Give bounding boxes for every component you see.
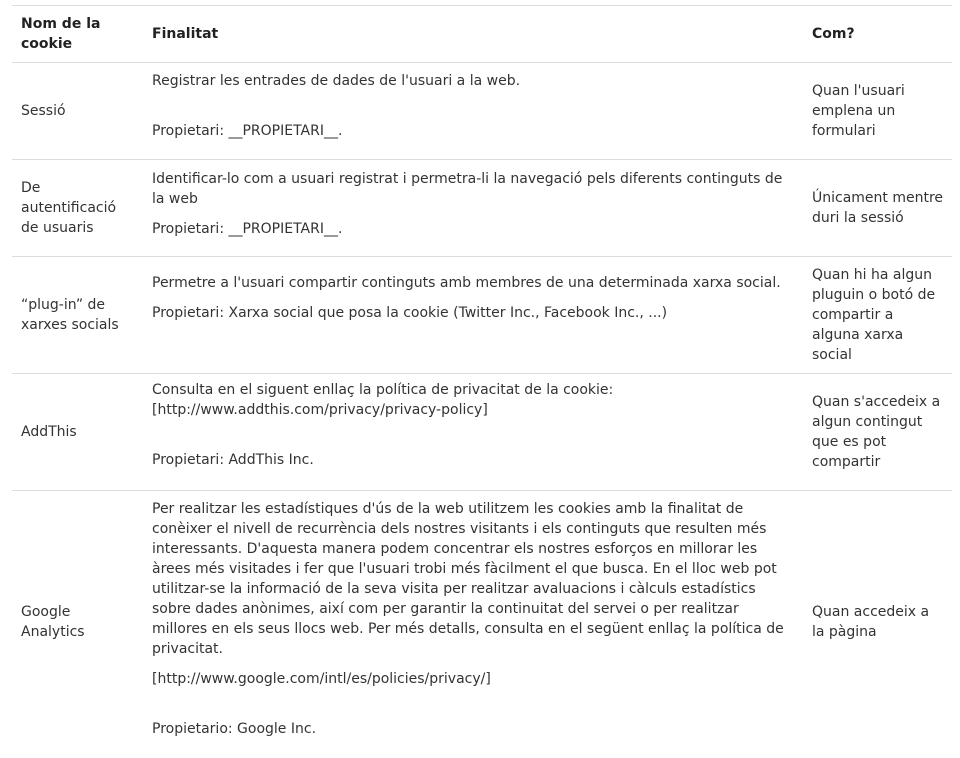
purpose-text: Registrar les entrades de dades de l'usuari a la web. [152,73,521,89]
cookie-how: Quan s'accedeix a algun contingut que es pot compartir [812,394,941,470]
cookie-name: De autentificació de usuaris [21,180,117,236]
cookie-name: Google Analytics [21,603,85,640]
cookie-how: Quan l'usuari emplena un formulari [812,83,905,139]
cookie-purpose [143,257,803,374]
purpose-text: Permetre a l'usuari compartir continguts amb membres de una determinada xarxa social. [152,275,781,291]
cookie-purpose [143,491,803,753]
cookie-name: Sessió [21,103,66,119]
table-row [12,63,952,160]
header-purpose: Finalitat [152,26,219,42]
cookie-purpose [143,160,803,257]
policy-link: [http://www.google.com/intl/es/policies/privacy/] [152,671,491,687]
cookie-how: Quan accedeix a la pàgina [812,603,930,640]
cookie-owner: Propietari: AddThis Inc. [152,452,314,468]
header-how: Com? [812,26,855,42]
cookie-name: AddThis [21,424,77,440]
cookie-owner: Propietario: Google Inc. [152,721,317,737]
table-row [12,160,952,257]
purpose-text: Per realitzar les estadístiques d'ús de la web utilitzem les cookies amb la finalitat de conèixer el nivell de recurrència dels nostres visitants i els continguts que resulten més interessants. D'aquesta manera podem concentrar els nostres esforços en millorar les àrees més visitades i fer que l'usuari trobi més fàcilment el que busca. En el lloc web pot utilitzar-se la informació de la seva visita per realitzar avaluacions i càlculs estadístics sobre dades anònimes, així com per garantir la continuitat del servei o per realitzar millores en els seus llocs web. Per més detalls, consulta en el següent enllaç la política de privacitat. [152,501,784,657]
purpose-text: Identificar-lo com a usuari registrat i permetra-li la navegació pels diferents continguts de la web [152,171,783,207]
table-row [12,491,952,753]
cookie-purpose [143,63,803,160]
table-header-row [12,6,952,63]
cookie-owner: Propietari: __PROPIETARI__. [152,123,343,139]
header-cookie-name: Nom de la cookie [21,16,101,52]
table-row [12,257,952,374]
cookies-table [12,5,952,753]
purpose-text: Consulta en el siguent enllaç la política de privacitat de la cookie: [http://www.addthis.com/privacy/privacy-policy] [152,382,614,418]
cookie-how: Quan hi ha algun pluguin o botó de compartir a alguna xarxa social [812,267,936,363]
cookie-how: Únicament mentre duri la sessió [812,190,944,226]
cookie-owner: Propietari: Xarxa social que posa la cookie (Twitter Inc., Facebook Inc., ...) [152,305,668,321]
cookie-owner: Propietari: __PROPIETARI__. [152,221,343,237]
cookie-purpose [143,374,803,491]
table-row [12,374,952,491]
cookie-name: “plug-in” de xarxes socials [21,297,119,333]
